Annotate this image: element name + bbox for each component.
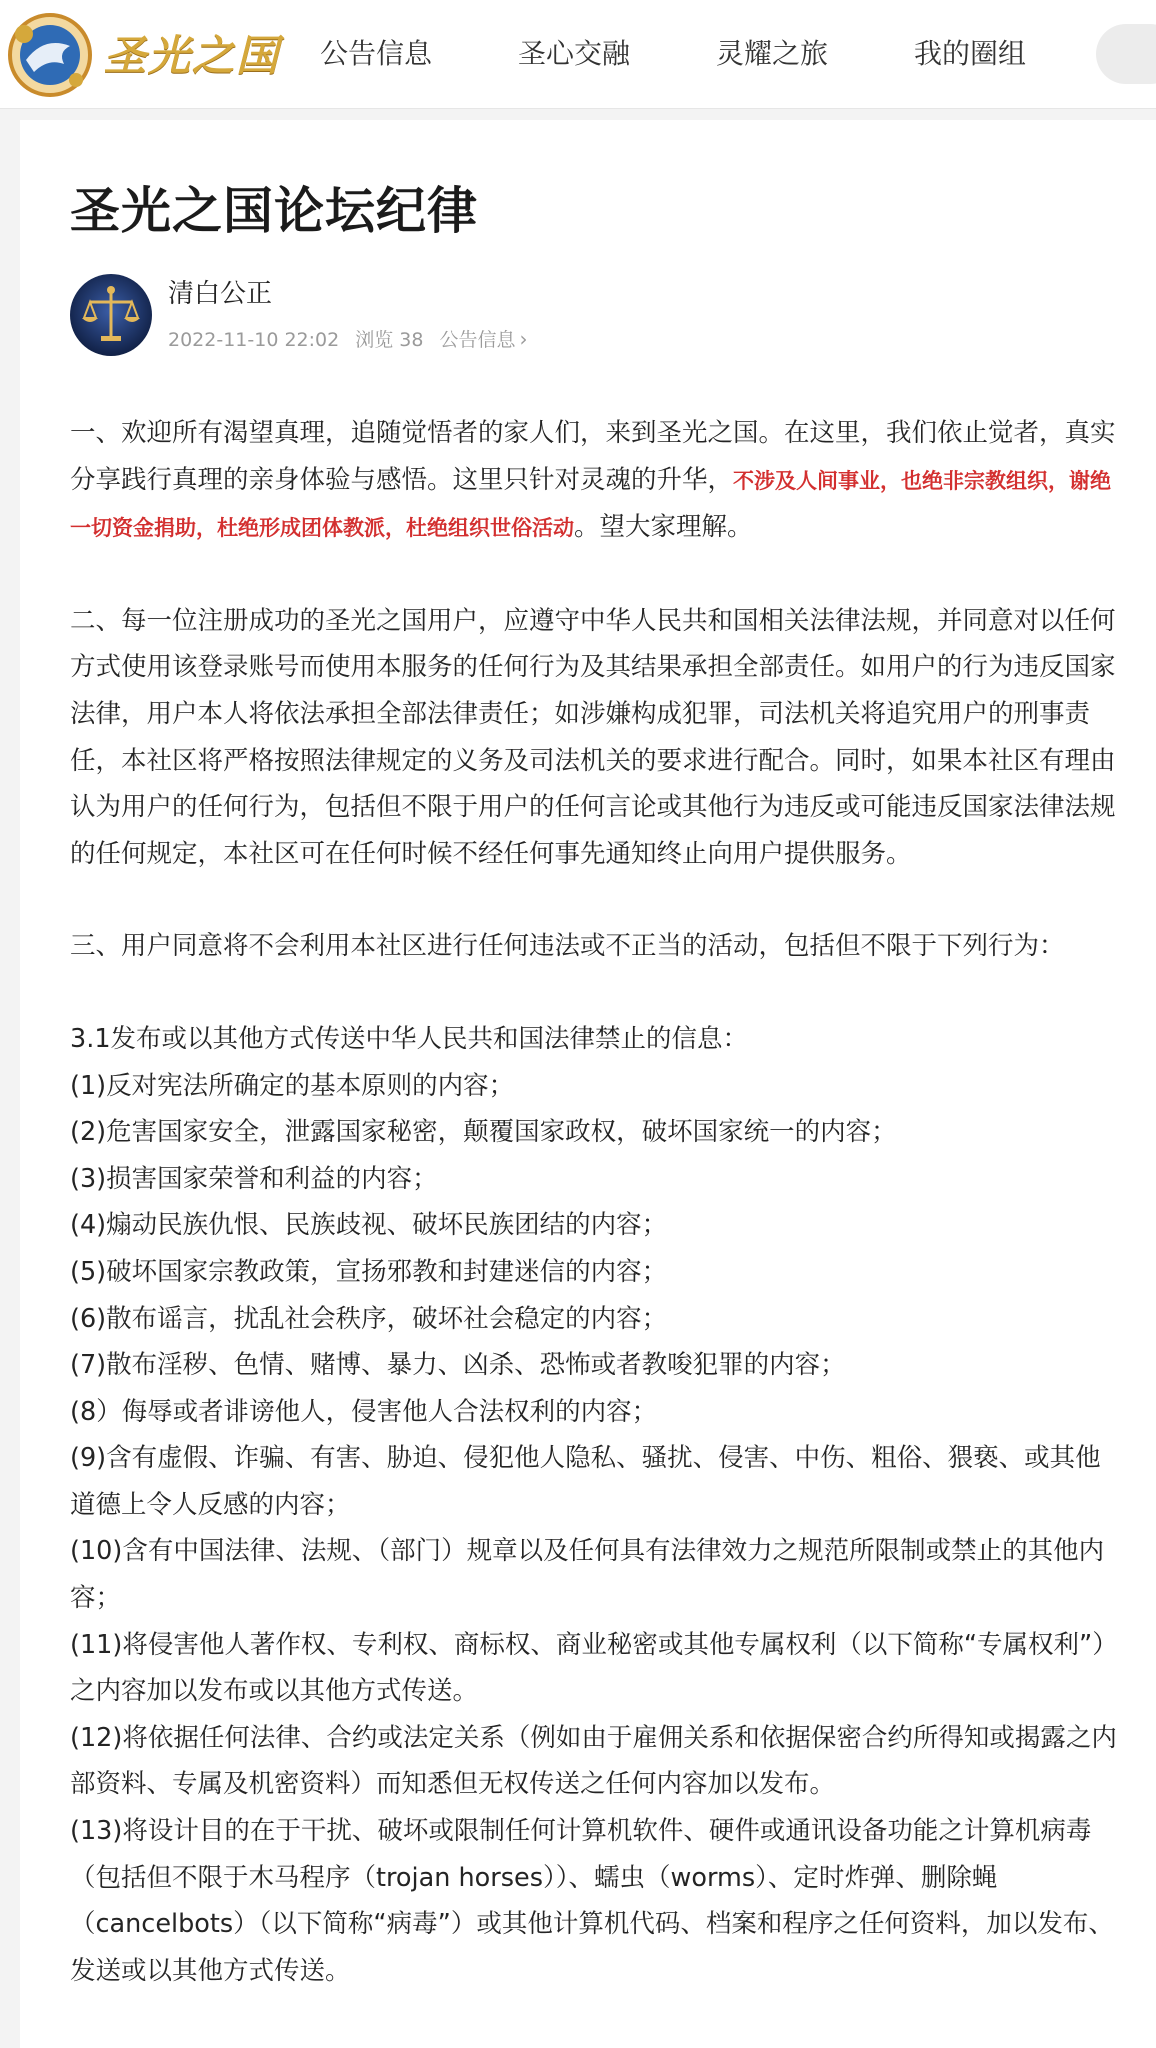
main-nav <box>320 28 1112 80</box>
scales-icon <box>70 274 152 356</box>
list-item: (9)含有虚假、诈骗、有害、胁迫、侵犯他人隐私、骚扰、侵害、中伤、粗俗、猥亵、或其他道德上令人反感的内容； <box>70 1443 1101 1520</box>
list-item: (12)将依据任何法律、合约或法定关系（例如由于雇佣关系和依据保密合约所得知或揭露之内部资料、专属及机密资料）而知悉但无权传送之任何内容加以发布。 <box>70 1722 1117 1800</box>
nav-item-spiritual-journey[interactable]: 灵耀之旅 <box>716 37 829 70</box>
article-body <box>70 410 1125 1994</box>
paragraph-1 <box>70 410 1125 552</box>
highlighted-notice: 不涉及人间事业，也绝非宗教组织，谢绝一切资金捐助，杜绝形成团体教派，杜绝组织世俗活动 <box>70 468 1112 541</box>
article-title: 圣光之国论坛纪律 <box>70 182 478 240</box>
site-logo-text[interactable]: 圣光之国 <box>104 31 281 80</box>
category-link[interactable] <box>439 324 527 355</box>
list-item: (8）侮辱或者诽谤他人，侵害他人合法权利的内容； <box>70 1396 658 1427</box>
top-navigation-bar <box>0 0 1156 108</box>
list-item: 3.1发布或以其他方式传送中华人民共和国法律禁止的信息： <box>70 1023 749 1054</box>
list-item: (13)将设计目的在于干扰、破坏或限制任何计算机软件、硬件或通讯设备功能之计算机病毒（包括但不限于木马程序（trojan horses））、蠕虫（worms）、定时炸弹、删除蝇（cancelbots）（以下简称“病毒”）或其他计算机代码、档案和程序之任何资料，加以发布、发送或以其他方式传送。 <box>70 1816 1114 1986</box>
nav-item-announcements[interactable]: 公告信息 <box>320 37 433 70</box>
nav-item-my-groups[interactable]: 我的圈组 <box>914 37 1027 70</box>
paragraph-3: 三、用户同意将不会利用本社区进行任何违法或不正当的活动，包括但不限于下列行为： <box>70 931 1065 962</box>
article-card <box>20 120 1156 2048</box>
paragraph-1-text: 一、欢迎所有渴望真理，追随觉悟者的家人们，来到圣光之国。在这里，我们依止觉者，真实分享践行真理的亲身体验与感悟。这里只针对灵魂的升华， <box>70 418 1116 495</box>
chevron-right-icon: › <box>519 327 528 351</box>
view-count: 浏览 38 <box>355 328 424 351</box>
list-item: (10)含有中国法律、法规、（部门）规章以及任何具有法律效力之规范所限制或禁止的其他内容； <box>70 1536 1105 1614</box>
list-item: (6)散布谣言，扰乱社会秩序，破坏社会稳定的内容； <box>70 1303 668 1334</box>
list-item: (4)煽动民族仇恨、民族歧视、破坏民族团结的内容； <box>70 1210 668 1241</box>
list-item: (2)危害国家安全，泄露国家秘密，颠覆国家政权，破坏国家统一的内容； <box>70 1117 897 1148</box>
site-logo-icon[interactable] <box>4 12 96 98</box>
list-item: (7)散布淫秽、色情、赌博、暴力、凶杀、恐怖或者教唆犯罪的内容； <box>70 1350 846 1381</box>
paragraph-2: 二、每一位注册成功的圣光之国用户，应遵守中华人民共和国相关法律法规，并同意对以任何方式使用该登录账号而使用本服务的任何行为及其结果承担全部责任。如用户的行为违反国家法律，用户本人将依法承担全部法律责任；如涉嫌构成犯罪，司法机关将追究用户的刑事责任，本社区将严格按照法律规定的义务及司法机关的要求进行配合。同时，如果本社区有理由认为用户的任何行为，包括但不限于用户的任何言论或其他行为违反或可能违反国家法律法规的任何规定，本社区可在任何时候不经任何事先通知终止向用户提供服务。 <box>70 605 1116 869</box>
category-label[interactable]: 公告信息 <box>439 329 516 351</box>
article-meta <box>168 324 527 355</box>
author-avatar[interactable] <box>70 274 152 356</box>
list-item: (11)将侵害他人著作权、专利权、商标权、商业秘密或其他专属权利（以下简称“专属权利”）之内容加以发布或以其他方式传送。 <box>70 1629 1118 1707</box>
user-avatar-button[interactable] <box>1096 24 1156 84</box>
author-name[interactable]: 清白公正 <box>168 279 273 309</box>
list-item: (5)破坏国家宗教政策，宣扬邪教和封建迷信的内容； <box>70 1256 668 1287</box>
post-date: 2022-11-10 22:02 <box>168 328 340 351</box>
paragraph-1-tail: 。望大家理解。 <box>574 512 753 543</box>
nav-item-heart-exchange[interactable]: 圣心交融 <box>518 37 631 70</box>
list-item: (1)反对宪法所确定的基本原则的内容； <box>70 1070 515 1101</box>
list-item: (3)损害国家荣誉和利益的内容； <box>70 1163 438 1194</box>
